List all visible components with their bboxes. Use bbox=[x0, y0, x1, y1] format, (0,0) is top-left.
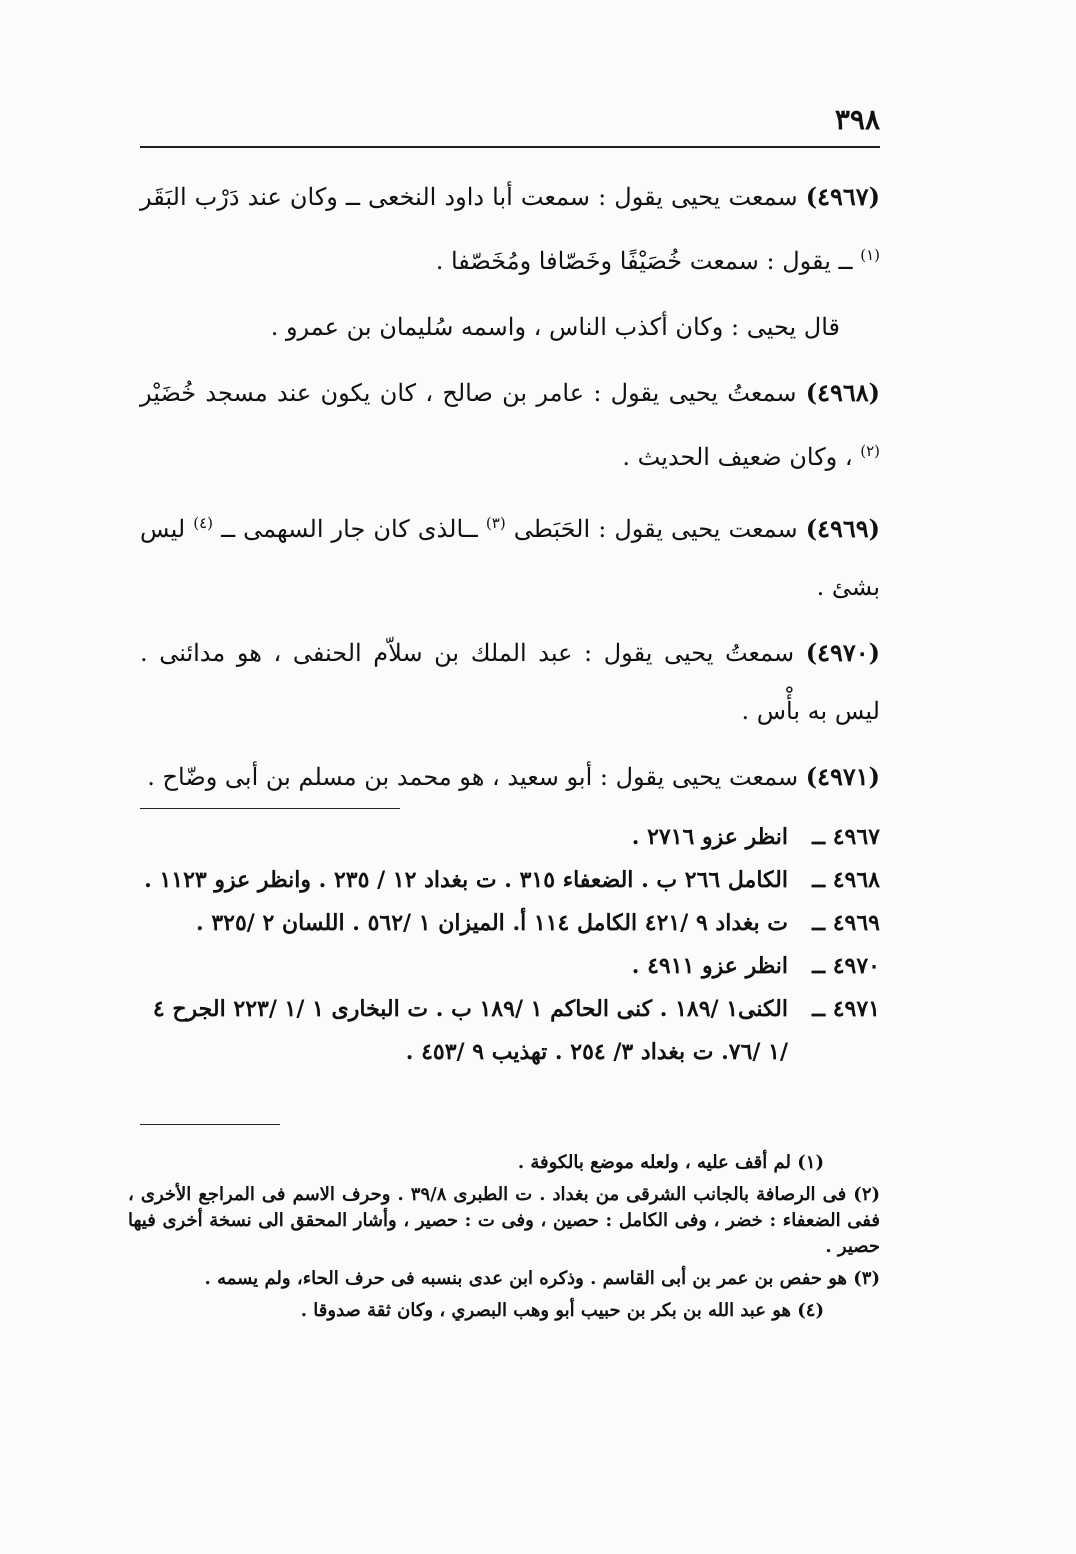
source-text: ت بغداد ٩ /٤٢١ الكامل ١١٤ أ. الميزان ١ /٥٦٢ . اللسان ٢ /٣٢٥ . bbox=[196, 910, 788, 936]
page-number: ٣٩٨ bbox=[834, 103, 880, 136]
source-text: انظر عزو ٢٧١٦ . bbox=[631, 824, 788, 850]
footnote-ref[interactable]: (٤) bbox=[193, 514, 213, 532]
entry-text: قال يحيى : وكان أكذب الناس ، واسمه سُليمان بن عمرو . bbox=[270, 313, 840, 341]
source-references bbox=[140, 816, 880, 1074]
source-item bbox=[140, 902, 880, 945]
entry-text-cont: ــ يقول : سمعت خُصَيْفًا وخَصّافا ومُخَصّفا . bbox=[435, 247, 853, 275]
source-item bbox=[140, 859, 880, 902]
entries bbox=[140, 168, 880, 814]
footnote-ref[interactable]: (١) bbox=[860, 246, 880, 264]
entry-number: (٤٩٦٧) bbox=[805, 182, 880, 211]
source-id: ٤٩٧١ ــ bbox=[812, 996, 880, 1022]
source-id: ٤٩٦٧ ــ bbox=[812, 824, 880, 850]
entry-text: سمعت يحيى يقول : الحَبَطى bbox=[513, 515, 798, 543]
entry-text: سمعت يحيى يقول : أبو سعيد ، هو محمد بن مسلم بن أبى وضّاح . bbox=[147, 763, 799, 791]
source-item bbox=[140, 816, 880, 859]
source-item bbox=[140, 988, 880, 1074]
entry-text-cont: ليس بشئ . bbox=[140, 515, 880, 601]
entry-4968 bbox=[140, 364, 880, 486]
footnote-ref[interactable]: (٣) bbox=[485, 514, 506, 532]
source-text: الكامل ٢٦٦ ب . الضعفاء ٣١٥ . ت بغداد ١٢ / ٢٣٥ . وانظر عزو ١١٢٣ . bbox=[144, 867, 788, 893]
book-page bbox=[128, 100, 881, 1520]
source-id: ٤٩٦٨ ــ bbox=[812, 867, 880, 893]
entry-remark bbox=[140, 298, 880, 356]
source-id: ٤٩٧٠ ــ bbox=[812, 953, 880, 979]
header-rule bbox=[140, 146, 880, 148]
entry-4970 bbox=[140, 624, 880, 740]
source-item bbox=[140, 945, 880, 988]
entry-text: سمعتُ يحيى يقول : عامر بن صالح ، كان يكون عند مسجد خُضَيْر bbox=[140, 379, 797, 407]
entry-text: سمعت يحيى يقول : سمعت أبا داود النخعى ــ وكان عند دَرْب البَقَر bbox=[140, 183, 798, 211]
entry-4967 bbox=[140, 168, 880, 290]
footnote-2: (٢) فى الرصافة بالجانب الشرقى من بغداد . ت الطبرى ٣٩/٨ . وحرف الاسم فى المراجع الأخرى ، ففى الضعفاء : خضر ، وفى الكامل : حصين ، وفى ت : حصير ، وأشار المحقق الى نسخة أخرى فيها حصير . bbox=[128, 1184, 881, 1257]
entry-number: (٤٩٧١) bbox=[805, 762, 880, 791]
entry-number: (٤٩٧٠) bbox=[805, 638, 880, 667]
entry-number: (٤٩٦٩) bbox=[805, 514, 880, 543]
footnote-1: (١) لم أقف عليه ، ولعله موضع بالكوفة . bbox=[517, 1152, 824, 1173]
footnotes bbox=[128, 1150, 880, 1330]
entry-4971 bbox=[140, 748, 880, 806]
source-text: الكنى١ /١٨٩ . كنى الحاكم ١ /١٨٩ ب . ت البخارى ١ /١ /٢٢٣ الجرح ٤ /١ /٧٦. ت بغداد ٣/ ٢٥٤ . تهذيب ٩ /٤٥٣ . bbox=[152, 996, 788, 1065]
source-text: انظر عزو ٤٩١١ . bbox=[631, 953, 788, 979]
entry-text-cont: ــالذى كان جار السهمى ــ bbox=[221, 515, 478, 543]
footnote-ref[interactable]: (٢) bbox=[860, 442, 880, 460]
entry-text: سمعتُ يحيى يقول : عبد الملك بن سلاّم الحنفى ، هو مدائنى . ليس به بأْس . bbox=[140, 639, 880, 725]
footnotes-rule bbox=[140, 1124, 280, 1125]
sources-rule bbox=[140, 808, 400, 809]
footnote-4: (٤) هو عبد الله بن بكر بن حبيب أبو وهب البصري ، وكان ثقة صدوقا . bbox=[300, 1300, 824, 1321]
entry-text-cont: ، وكان ضعيف الحديث . bbox=[622, 443, 853, 471]
footnote-3: (٣) هو حفص بن عمر بن أبى القاسم . وذكره ابن عدى بنسبه فى حرف الحاء، ولم يسمه . bbox=[204, 1268, 880, 1289]
source-id: ٤٩٦٩ ــ bbox=[812, 910, 880, 936]
entry-number: (٤٩٦٨) bbox=[805, 378, 880, 407]
entry-4969 bbox=[140, 494, 880, 616]
